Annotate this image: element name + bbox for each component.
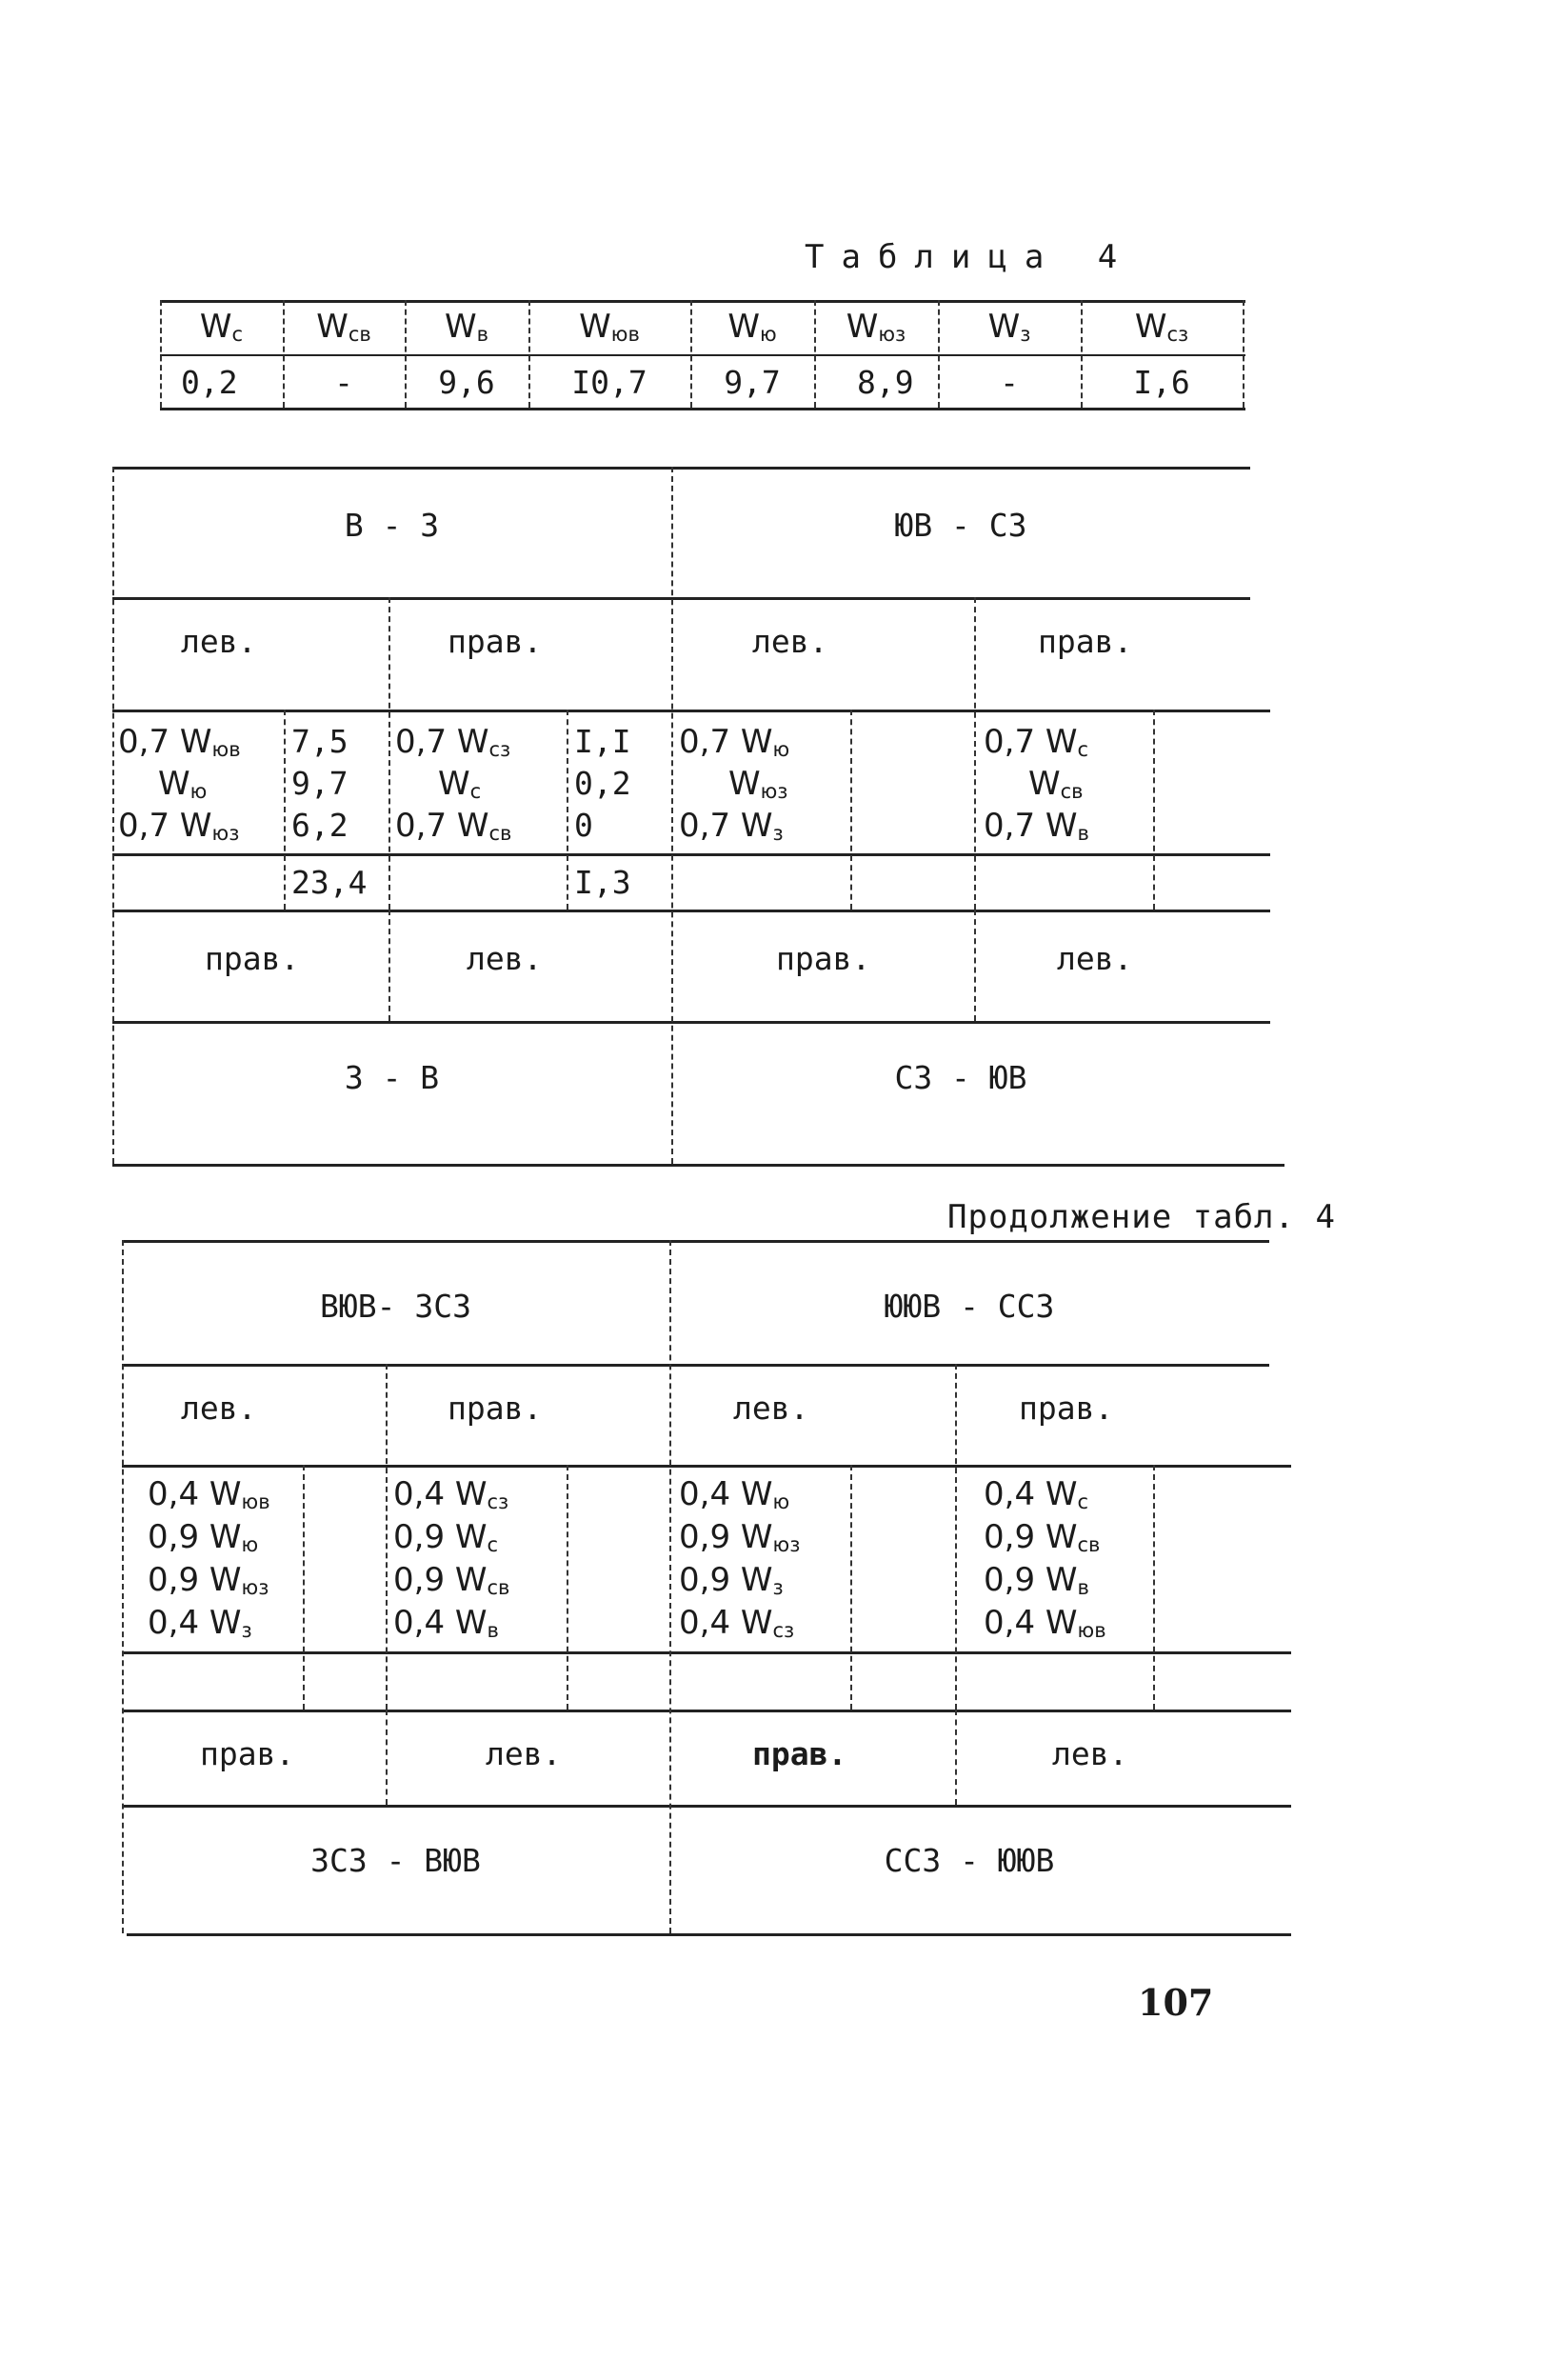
label-right: прав. — [200, 1735, 295, 1772]
header-w-sz: $W_{сз}$ — [1134, 308, 1189, 346]
label-right: прав. — [1038, 623, 1133, 660]
direction-zsz-vyuv: ЗСЗ - ВЮВ — [310, 1842, 481, 1879]
total-value: I,3 — [574, 864, 631, 901]
label-left: лев. — [181, 623, 257, 660]
label-left: лев. — [1057, 940, 1133, 977]
direction-yuyuv-ssz: ЮЮВ - ССЗ — [884, 1288, 1055, 1325]
formula-term: 0,4 $W_з$ — [148, 1604, 252, 1642]
label-left: лев. — [733, 1390, 809, 1427]
value-w-yu: 9,7 — [724, 364, 781, 401]
label-left: лев. — [752, 623, 828, 660]
label-left: лев. — [1052, 1735, 1128, 1772]
formula-term: 0,7 $W_{св}$ — [395, 807, 512, 845]
formula-term: 0,9 $W_{юз}$ — [679, 1518, 801, 1556]
cell-value: 6,2 — [291, 807, 348, 844]
label-right: прав. — [1019, 1390, 1114, 1427]
direction-yuv-sz: ЮВ - СЗ — [894, 507, 1027, 544]
direction-z-v: З - В — [344, 1059, 440, 1096]
formula-term: 0,9 $W_{св}$ — [984, 1518, 1101, 1556]
formula-term: 0,7 $W_з$ — [679, 807, 784, 845]
header-w-z: $W_з$ — [987, 308, 1031, 346]
label-left: лев. — [486, 1735, 562, 1772]
cell-value: 0,2 — [574, 765, 631, 802]
header-w-yuv: $W_{юв}$ — [579, 308, 640, 346]
formula-term: $W_{юз}$ — [728, 765, 788, 803]
direction-vyuv-zsz: ВЮВ- ЗСЗ — [320, 1288, 471, 1325]
page-number: 107 — [1138, 1981, 1214, 2024]
formula-term: 0,4 $W_{сз}$ — [679, 1604, 795, 1642]
header-w-sv: $W_{св}$ — [316, 308, 371, 346]
continuation-caption: Продолжение табл. 4 — [947, 1198, 1336, 1236]
formula-term: 0,9 $W_в$ — [984, 1561, 1089, 1599]
formula-term: 0,7 $W_ю$ — [679, 723, 790, 761]
direction-ssz-yuyuv: ССЗ - ЮЮВ — [884, 1842, 1055, 1879]
label-right: прав. — [448, 1390, 543, 1427]
header-w-v: $W_в$ — [444, 308, 488, 346]
label-left: лев. — [467, 940, 543, 977]
formula-term: 0,4 $W_ю$ — [679, 1475, 790, 1513]
total-value: 23,4 — [291, 864, 368, 901]
formula-term: $W_{св}$ — [1028, 765, 1084, 803]
formula-term: 0,7 $W_с$ — [984, 723, 1089, 761]
formula-term: 0,4 $W_в$ — [393, 1604, 499, 1642]
formula-term: 0,4 $W_{сз}$ — [393, 1475, 509, 1513]
value-w-sz: I,6 — [1133, 364, 1190, 401]
cell-value: I,I — [574, 723, 631, 760]
formula-term: 0,7 $W_{юв}$ — [118, 723, 241, 761]
formula-term: 0,4 $W_{юв}$ — [148, 1475, 270, 1513]
formula-term: 0,9 $W_{св}$ — [393, 1561, 510, 1599]
value-w-yuv: I0,7 — [571, 364, 647, 401]
value-w-z: - — [1000, 364, 1019, 401]
formula-term: $W_с$ — [438, 765, 482, 803]
formula-term: 0,9 $W_{юз}$ — [148, 1561, 269, 1599]
value-w-sv: - — [334, 364, 353, 401]
formula-term: $W_ю$ — [158, 765, 208, 803]
formula-term: 0,4 $W_{юв}$ — [984, 1604, 1106, 1642]
label-right: прав. — [448, 623, 543, 660]
formula-term: 0,9 $W_з$ — [679, 1561, 784, 1599]
cell-value: 9,7 — [291, 765, 348, 802]
header-w-yuz: $W_{юз}$ — [846, 308, 906, 346]
table-caption: Таблица 4 — [805, 238, 1135, 276]
formula-term: 0,7 $W_{сз}$ — [395, 723, 511, 761]
formula-term: 0,7 $W_{юз}$ — [118, 807, 240, 845]
direction-sz-yuv: СЗ - ЮВ — [894, 1059, 1027, 1096]
value-w-c: 0,2 — [181, 364, 238, 401]
formula-term: 0,4 $W_с$ — [984, 1475, 1089, 1513]
formula-term: 0,9 $W_ю$ — [148, 1518, 259, 1556]
label-left: лев. — [181, 1390, 257, 1427]
direction-v-z: В - З — [344, 507, 440, 544]
label-right: прав. — [205, 940, 300, 977]
cell-value: 0 — [574, 807, 593, 844]
header-w-yu: $W_ю$ — [727, 308, 777, 346]
value-w-v: 9,6 — [438, 364, 495, 401]
formula-term: 0,7 $W_в$ — [984, 807, 1089, 845]
label-right: прав. — [752, 1735, 847, 1772]
cell-value: 7,5 — [291, 723, 348, 760]
label-right: прав. — [776, 940, 871, 977]
formula-term: 0,9 $W_с$ — [393, 1518, 499, 1556]
value-w-yuz: 8,9 — [857, 364, 914, 401]
header-w-c: $W_с$ — [199, 308, 244, 346]
